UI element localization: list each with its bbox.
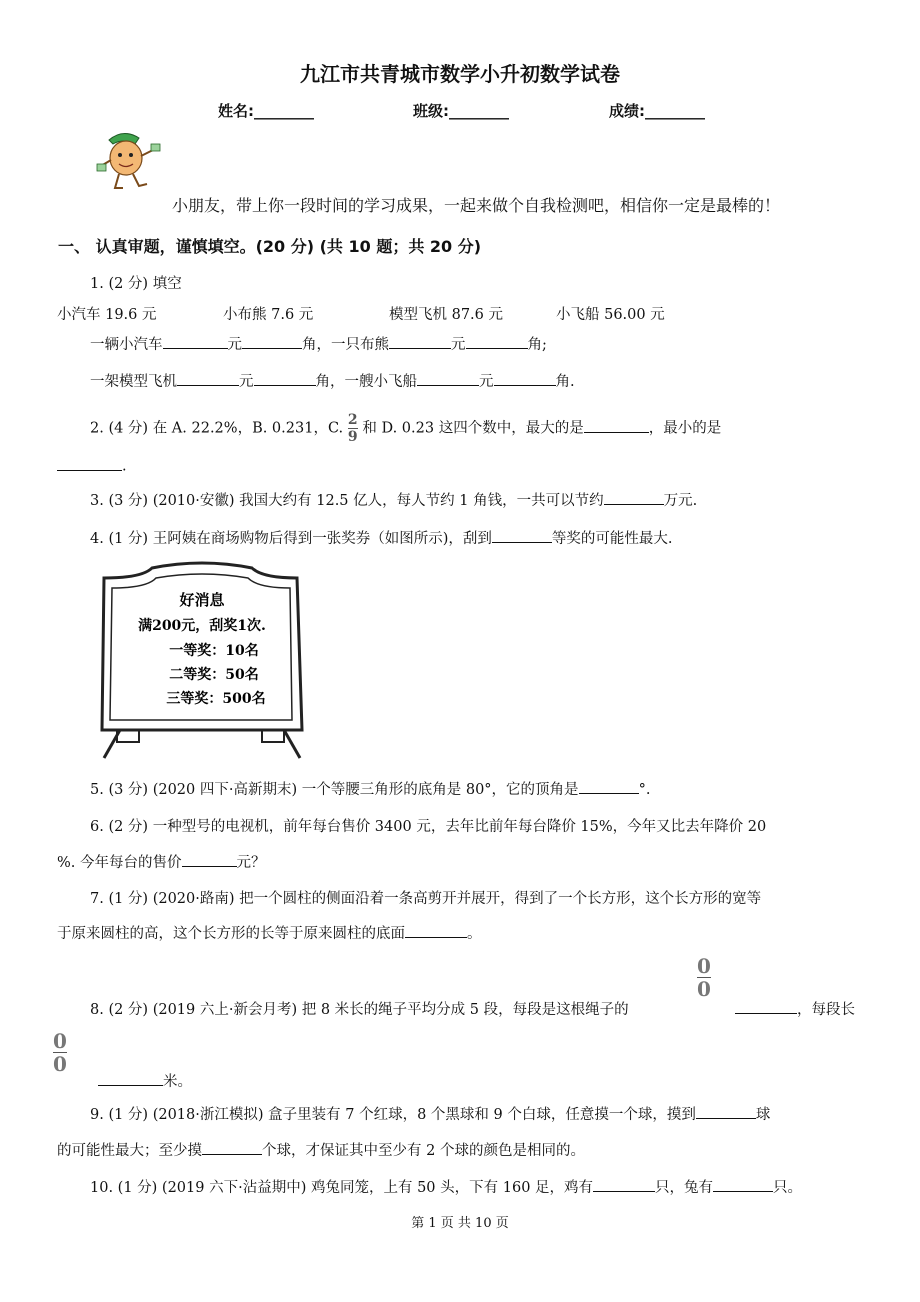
text: . <box>122 458 127 475</box>
text: 10. (1 分) (2019 六下·沾益期中) 鸡兔同笼，上有 50 头，下有 160 足，鸡有 <box>90 1180 594 1196</box>
q10-line <box>90 1176 802 1197</box>
q1-heading: 1. (2 分) 填空 <box>90 276 182 292</box>
text: 角; <box>527 337 547 353</box>
name-label: 姓名: <box>218 102 254 120</box>
answer-blank[interactable] <box>417 371 479 387</box>
board-title: 好消息 <box>179 591 225 609</box>
text: 个球，才保证其中至少有 2 个球的颜色是相同的。 <box>262 1143 585 1159</box>
class-blank[interactable]: ________ <box>449 102 509 120</box>
answer-blank[interactable] <box>405 923 467 939</box>
class-label: 班级: <box>413 102 449 120</box>
fraction-denominator: 9 <box>347 429 358 445</box>
class-field <box>413 100 509 121</box>
text: 元？ <box>236 855 266 871</box>
text: 元 <box>451 337 466 353</box>
score-label: 成绩: <box>609 102 645 120</box>
answer-blank[interactable] <box>177 371 239 387</box>
fraction-placeholder <box>697 956 711 999</box>
q1-price-plane: 模型飞机 87.6 元 <box>389 307 504 323</box>
text: 角. <box>555 374 575 390</box>
q1-price-car: 小汽车 19.6 元 <box>57 307 157 323</box>
answer-blank[interactable] <box>242 334 302 350</box>
q7-line2 <box>57 922 482 943</box>
text: ，每段长 <box>797 1002 855 1018</box>
text: 3. (3 分) (2010·安徽) 我国大约有 12.5 亿人，每人节约 1 角钱，一共可以节约 <box>90 493 604 509</box>
q8-line1: 8. (2 分) (2019 六上·新会月考) 把 8 米长的绳子平均分成 5 段，每段是这根绳子的 <box>90 1002 629 1018</box>
q1-line2 <box>90 370 575 391</box>
text: 5. (3 分) (2020 四下·高新期末) 一个等腰三角形的底角是 80°，它的顶角是 <box>90 782 579 798</box>
board-first-prize: 一等奖：10名 <box>169 643 259 659</box>
q5-line <box>90 778 650 799</box>
fraction-numerator: 2 <box>347 412 358 428</box>
text: 元 <box>479 374 494 390</box>
q9-line2 <box>57 1139 585 1160</box>
text: 万元. <box>663 493 698 509</box>
page-footer: 第 1 页 共 10 页 <box>411 1216 509 1231</box>
answer-blank[interactable] <box>163 334 228 350</box>
text: 于原来圆柱的高，这个长方形的长等于原来圆柱的底面 <box>57 926 405 942</box>
board-rule: 满200元，刮奖1次. <box>138 618 266 634</box>
text: 一辆小汽车 <box>90 337 163 353</box>
q8-line1-end <box>735 998 855 1019</box>
text: 角，一艘小飞船 <box>315 374 417 390</box>
text: 。 <box>467 926 482 942</box>
text: 元 <box>227 337 242 353</box>
fraction-numerator: 0 <box>53 1029 67 1053</box>
answer-blank[interactable] <box>713 1177 773 1193</box>
q4-line <box>90 527 672 548</box>
text: 和 D. 0.23 这四个数中，最大的是 <box>362 420 584 437</box>
q8-line2 <box>98 1070 192 1091</box>
section-heading: 一、 认真审题，谨慎填空。(20 分) (共 10 题；共 20 分) <box>58 237 482 256</box>
answer-blank[interactable] <box>466 334 528 350</box>
answer-blank[interactable] <box>98 1071 163 1087</box>
answer-blank[interactable] <box>494 371 556 387</box>
text: 2. (4 分) 在 A. 22.2%，B. 0.231，C. <box>90 420 344 437</box>
q1-price-ship: 小飞船 56.00 元 <box>556 307 665 323</box>
q8-fraction-placeholder <box>697 956 711 999</box>
board-second-prize: 二等奖：50名 <box>169 667 259 683</box>
answer-blank[interactable] <box>492 528 552 544</box>
answer-blank[interactable] <box>735 999 797 1015</box>
q2-line2 <box>57 455 127 475</box>
text: 等奖的可能性最大. <box>551 531 673 547</box>
answer-blank[interactable] <box>182 852 237 868</box>
text: 米。 <box>163 1074 192 1090</box>
score-field <box>609 100 705 121</box>
answer-blank[interactable] <box>202 1140 262 1156</box>
q8-fraction-placeholder-2 <box>53 1031 67 1074</box>
fraction-numerator: 0 <box>697 954 711 978</box>
name-field <box>218 100 314 121</box>
q6-line2 <box>57 851 266 872</box>
text: 只。 <box>773 1180 803 1196</box>
board-third-prize: 三等奖：500名 <box>166 691 266 707</box>
score-blank[interactable]: ________ <box>645 102 705 120</box>
q7-line1: 7. (1 分) (2020·路南) 把一个圆柱的侧面沿着一条高剪开并展开，得到了一个长方形，这个长方形的宽等 <box>90 891 762 907</box>
q1-line1 <box>90 333 547 354</box>
q3-line <box>90 489 697 510</box>
q9-line1 <box>90 1103 770 1124</box>
text: ，最小的是 <box>648 420 722 437</box>
text: %. 今年每台的售价 <box>57 855 182 871</box>
text: 球 <box>755 1107 771 1123</box>
text: 4. (1 分) 王阿姨在商场购物后得到一张奖券（如图所示)，刮到 <box>90 531 492 547</box>
mascot-icon <box>95 130 170 195</box>
answer-blank[interactable] <box>696 1104 756 1120</box>
text: 元 <box>239 374 254 390</box>
text: 9. (1 分) (2018·浙江模拟) 盒子里装有 7 个红球，8 个黑球和 9 个白球，任意摸一个球，摸到 <box>90 1107 696 1123</box>
answer-blank[interactable] <box>57 455 122 471</box>
q2-line1 <box>90 413 721 444</box>
text: °. <box>638 782 651 798</box>
fraction-denominator: 0 <box>697 977 711 1001</box>
answer-blank[interactable] <box>579 779 639 795</box>
answer-blank[interactable] <box>254 371 316 387</box>
prize-board-figure <box>92 560 312 760</box>
q6-line1: 6. (2 分) 一种型号的电视机，前年每台售价 3400 元，去年比前年每台降价 15%，今年又比去年降价 20 <box>90 819 767 835</box>
text: 的可能性最大；至少摸 <box>57 1143 202 1159</box>
answer-blank[interactable] <box>584 417 649 433</box>
name-blank[interactable]: ________ <box>254 102 314 120</box>
q1-price-bear: 小布熊 7.6 元 <box>223 307 314 323</box>
text: 一架模型飞机 <box>90 374 177 390</box>
answer-blank[interactable] <box>593 1177 655 1193</box>
greeting-text: 小朋友，带上你一段时间的学习成果，一起来做个自我检测吧，相信你一定是最棒的！ <box>172 196 781 215</box>
text: 只，兔有 <box>655 1180 714 1196</box>
fraction-denominator: 0 <box>53 1052 67 1076</box>
text: 角，一只布熊 <box>302 337 389 353</box>
fraction-placeholder <box>53 1031 67 1074</box>
fraction-2-9 <box>348 413 358 444</box>
answer-blank[interactable] <box>389 334 451 350</box>
answer-blank[interactable] <box>604 490 664 506</box>
page-title: 九江市共青城市数学小升初数学试卷 <box>300 62 620 86</box>
